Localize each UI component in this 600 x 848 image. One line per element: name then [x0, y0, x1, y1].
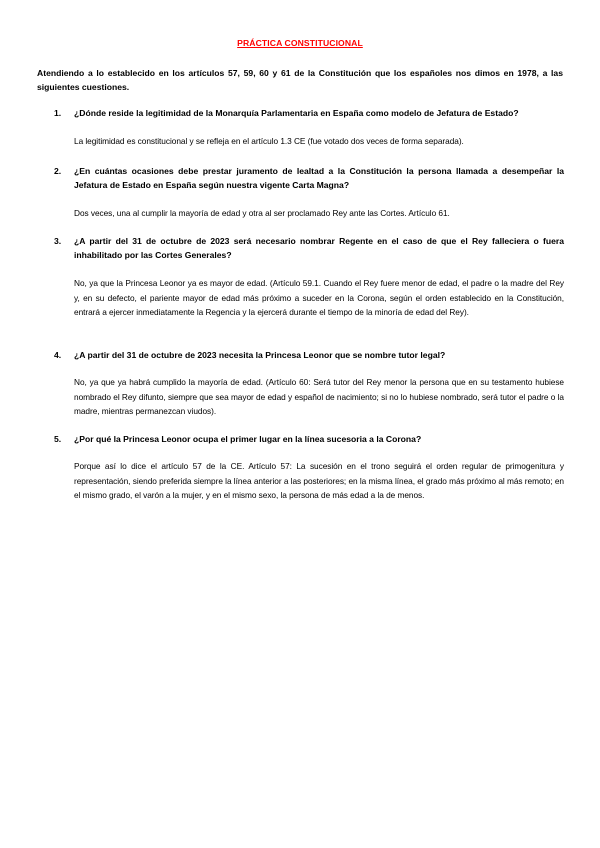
question-text: ¿En cuántas ocasiones debe prestar juramento de lealtad a la Constitución la persona llamada a desempeñar la Jefatura de Estado en España según nuestra vigente Carta Magna?: [74, 166, 564, 190]
question-text: ¿A partir del 31 de octubre de 2023 será necesario nombrar Regente en el caso de que el Rey falleciera o fuera inhabilitado por las Cortes Generales?: [74, 236, 564, 260]
question-number: 1.: [54, 108, 62, 118]
question-text: ¿A partir del 31 de octubre de 2023 necesita la Princesa Leonor que se nombre tutor legal?: [74, 350, 446, 360]
question-number: 5.: [54, 434, 62, 444]
document-title: PRÁCTICA CONSTITUCIONAL: [237, 38, 363, 48]
question-text: ¿Dónde reside la legitimidad de la Monarquía Parlamentaria en España como modelo de Jefatura de Estado?: [74, 108, 519, 118]
intro-paragraph: Atendiendo a lo establecido en los artículos 57, 59, 60 y 61 de la Constitución que los españoles nos dimos en 1978, a las siguientes cuestiones.: [37, 68, 563, 92]
answer-1: La legitimidad es constitucional y se refleja en el artículo 1.3 CE (fue votado dos veces de forma separada).: [74, 136, 464, 146]
question-number: 3.: [54, 236, 62, 246]
question-text: ¿Por qué la Princesa Leonor ocupa el primer lugar en la línea sucesoria a la Corona?: [74, 434, 422, 444]
question-2: [54, 164, 564, 192]
answer-5: Porque así lo dice el artículo 57 de la CE. Artículo 57: La sucesión en el trono seguirá el orden regular de primogenitura y representación, siendo preferida siempre la línea anterior a las posteriores; en la misma línea, el grado más próximo al más remoto; en el mismo grado, el varón a la mujer, y en el mismo sexo, la persona de más edad a la de menos.: [74, 461, 564, 501]
question-5: [54, 432, 564, 446]
question-3: [54, 234, 564, 262]
question-1: [54, 106, 564, 120]
question-number: 2.: [54, 166, 62, 176]
question-4: [54, 348, 564, 362]
answer-3: No, ya que la Princesa Leonor ya es mayor de edad. (Artículo 59.1. Cuando el Rey fuere menor de edad, el padre o la madre del Rey y, en su defecto, el pariente mayor de edad más próximo a suceder en la Corona, según el orden establecido en la Constitución, entrará a ejercer inmediatamente la Regencia y la ejercerá durante el tiempo de la minoría de edad del Rey).: [74, 278, 564, 318]
question-number: 4.: [54, 350, 62, 360]
answer-4: No, ya que ya habrá cumplido la mayoría de edad. (Artículo 60: Será tutor del Rey menor la persona que en su testamento hubiese nombrado el Rey difunto, siempre que sea mayor de edad y español de nacimiento; si no lo hubiese nombrado, será tutor el padre o la madre, mientras permanezcan viudos).: [74, 377, 564, 417]
answer-2: Dos veces, una al cumplir la mayoría de edad y otra al ser proclamado Rey ante las Cortes. Artículo 61.: [74, 208, 450, 218]
